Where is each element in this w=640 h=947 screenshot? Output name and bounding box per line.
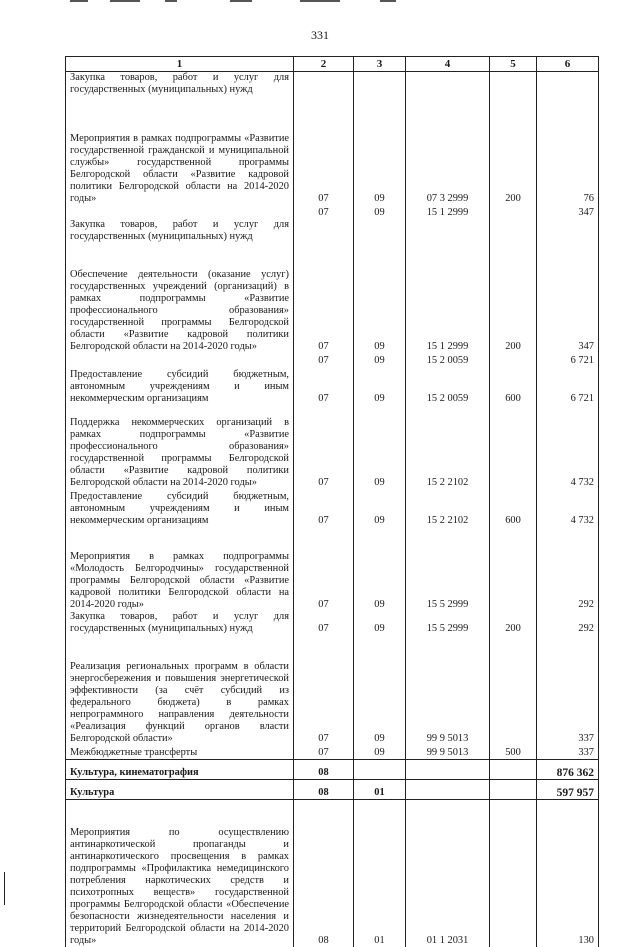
section-code: 08 xyxy=(294,779,354,799)
table-row xyxy=(66,611,599,635)
amount-cell: 6 721 xyxy=(537,353,599,367)
amount-cell: 130 xyxy=(537,799,599,947)
target-article-code: 15 2 0059 xyxy=(406,367,490,405)
subsection-code: 09 xyxy=(354,96,406,205)
subsection-code xyxy=(354,219,406,243)
table-row xyxy=(66,745,599,759)
section-code: 07 xyxy=(294,96,354,205)
table-row xyxy=(66,219,599,243)
expense-type-code xyxy=(490,799,537,947)
section-code: 07 xyxy=(294,243,354,353)
table-row xyxy=(66,527,599,611)
expense-type-code: 200 xyxy=(490,611,537,635)
section-code: 07 xyxy=(294,489,354,527)
subsection-code xyxy=(354,759,406,779)
table-row xyxy=(66,96,599,205)
expense-type-code: 200 xyxy=(490,96,537,205)
expense-type-code xyxy=(490,219,537,243)
expense-type-code xyxy=(490,759,537,779)
amount-cell: 597 957 xyxy=(537,779,599,799)
subsection-code: 01 xyxy=(354,799,406,947)
target-article-code: 15 2 2102 xyxy=(406,405,490,489)
column-header: 3 xyxy=(354,57,406,72)
expense-type-code xyxy=(490,205,537,219)
table-header-row xyxy=(66,57,599,72)
subsection-code: 09 xyxy=(354,489,406,527)
expense-type-code xyxy=(490,635,537,745)
row-description xyxy=(66,353,294,367)
expense-type-code: 600 xyxy=(490,367,537,405)
subsection-code: 09 xyxy=(354,405,406,489)
section-code xyxy=(294,219,354,243)
amount-cell: 347 xyxy=(537,243,599,353)
target-article-code xyxy=(406,72,490,97)
column-header: 5 xyxy=(490,57,537,72)
expense-type-code xyxy=(490,72,537,97)
row-description: Культура xyxy=(66,779,294,799)
section-code: 08 xyxy=(294,759,354,779)
subsection-code: 09 xyxy=(354,527,406,611)
expense-type-code xyxy=(490,353,537,367)
row-description: Предоставление субсидий бюджетным, автономным учреждениям и иным некоммерческим организациям xyxy=(66,367,294,405)
target-article-code: 99 9 5013 xyxy=(406,635,490,745)
column-header: 1 xyxy=(66,57,294,72)
amount-cell: 292 xyxy=(537,527,599,611)
amount-cell: 76 xyxy=(537,96,599,205)
scan-top-marks xyxy=(0,0,640,4)
page-number: 331 xyxy=(0,28,640,43)
row-description: Культура, кинематография xyxy=(66,759,294,779)
section-row xyxy=(66,759,599,779)
row-description: Реализация региональных программ в области энергосбережения и повышения энергетической эффективности (за счёт субсидий из федерального бюджета) в рамках непрограммного направления деятельности «Реализация функций органов власти Белгородской области» xyxy=(66,635,294,745)
row-description: Мероприятия по осуществлению антинаркотической пропаганды и антинаркотического просвещения в рамках подпрограммы «Профилактика немедицинского потребления наркотических средств и психотропных веществ» государственной программы Белгородской области «Обеспечение безопасности жизнедеятельности населения и территорий Белгородской области на 2014-2020 годы» xyxy=(66,799,294,947)
section-row xyxy=(66,779,599,799)
amount-cell: 4 732 xyxy=(537,489,599,527)
subsection-code: 09 xyxy=(354,611,406,635)
budget-table xyxy=(65,56,599,947)
table-row xyxy=(66,72,599,97)
amount-cell xyxy=(537,72,599,97)
table-row xyxy=(66,367,599,405)
budget-table-body xyxy=(66,57,599,947)
subsection-code: 09 xyxy=(354,635,406,745)
table-row xyxy=(66,243,599,353)
expense-type-code xyxy=(490,779,537,799)
row-description: Закупка товаров, работ и услуг для государственных (муниципальных) нужд xyxy=(66,72,294,97)
target-article-code: 15 5 2999 xyxy=(406,527,490,611)
subsection-code: 01 xyxy=(354,779,406,799)
row-description: Мероприятия в рамках подпрограммы «Развитие государственной гражданской и муниципальной службы» государственной программы Белгородской области «Развитие кадровой политики Белгородской области на 2014-2020 годы» xyxy=(66,96,294,205)
expense-type-code: 600 xyxy=(490,489,537,527)
row-description: Предоставление субсидий бюджетным, автономным учреждениям и иным некоммерческим организациям xyxy=(66,489,294,527)
subsection-code: 09 xyxy=(354,367,406,405)
row-description: Обеспечение деятельности (оказание услуг) государственных учреждений (организаций) в рамках подпрограммы «Развитие профессионального образования» государственной программы Белгородской области «Развитие кадровой политики Белгородской области на 2014-2020 годы» xyxy=(66,243,294,353)
amount-cell: 876 362 xyxy=(537,759,599,779)
subsection-code: 09 xyxy=(354,745,406,759)
row-description: Закупка товаров, работ и услуг для государственных (муниципальных) нужд xyxy=(66,219,294,243)
target-article-code xyxy=(406,779,490,799)
amount-cell: 337 xyxy=(537,635,599,745)
section-code: 07 xyxy=(294,635,354,745)
section-code: 07 xyxy=(294,405,354,489)
amount-cell: 292 xyxy=(537,611,599,635)
table-row xyxy=(66,205,599,219)
column-header: 6 xyxy=(537,57,599,72)
row-description xyxy=(66,205,294,219)
target-article-code: 15 1 2999 xyxy=(406,243,490,353)
amount-cell: 347 xyxy=(537,205,599,219)
row-description: Межбюджетные трансферты xyxy=(66,745,294,759)
target-article-code: 15 2 2102 xyxy=(406,489,490,527)
row-description: Поддержка некоммерческих организаций в рамках подпрограммы «Развитие профессионального образования» государственной программы Белгородской области «Развитие кадровой политики Белгородской области на 2014-2020 годы» xyxy=(66,405,294,489)
amount-cell: 6 721 xyxy=(537,367,599,405)
target-article-code: 07 3 2999 xyxy=(406,96,490,205)
scan-edge-mark xyxy=(4,872,5,905)
table-row xyxy=(66,799,599,947)
row-description: Мероприятия в рамках подпрограммы «Молодость Белгородчины» государственной программы Белгородской области «Развитие кадровой политики Белгородской области на 2014-2020 годы» xyxy=(66,527,294,611)
expense-type-code: 500 xyxy=(490,745,537,759)
target-article-code: 15 1 2999 xyxy=(406,205,490,219)
table-row xyxy=(66,405,599,489)
target-article-code: 15 5 2999 xyxy=(406,611,490,635)
target-article-code: 99 9 5013 xyxy=(406,745,490,759)
table-row xyxy=(66,489,599,527)
section-code: 07 xyxy=(294,745,354,759)
expense-type-code: 200 xyxy=(490,243,537,353)
amount-cell xyxy=(537,219,599,243)
amount-cell: 337 xyxy=(537,745,599,759)
section-code: 08 xyxy=(294,799,354,947)
subsection-code: 09 xyxy=(354,353,406,367)
table-row xyxy=(66,635,599,745)
target-article-code: 01 1 2031 xyxy=(406,799,490,947)
column-header: 4 xyxy=(406,57,490,72)
subsection-code: 09 xyxy=(354,205,406,219)
target-article-code xyxy=(406,759,490,779)
row-description: Закупка товаров, работ и услуг для государственных (муниципальных) нужд xyxy=(66,611,294,635)
expense-type-code xyxy=(490,527,537,611)
section-code xyxy=(294,72,354,97)
section-code: 07 xyxy=(294,367,354,405)
column-header: 2 xyxy=(294,57,354,72)
section-code: 07 xyxy=(294,353,354,367)
section-code: 07 xyxy=(294,611,354,635)
subsection-code: 09 xyxy=(354,243,406,353)
table-row xyxy=(66,353,599,367)
section-code: 07 xyxy=(294,205,354,219)
target-article-code xyxy=(406,219,490,243)
subsection-code xyxy=(354,72,406,97)
amount-cell: 4 732 xyxy=(537,405,599,489)
section-code: 07 xyxy=(294,527,354,611)
target-article-code: 15 2 0059 xyxy=(406,353,490,367)
expense-type-code xyxy=(490,405,537,489)
